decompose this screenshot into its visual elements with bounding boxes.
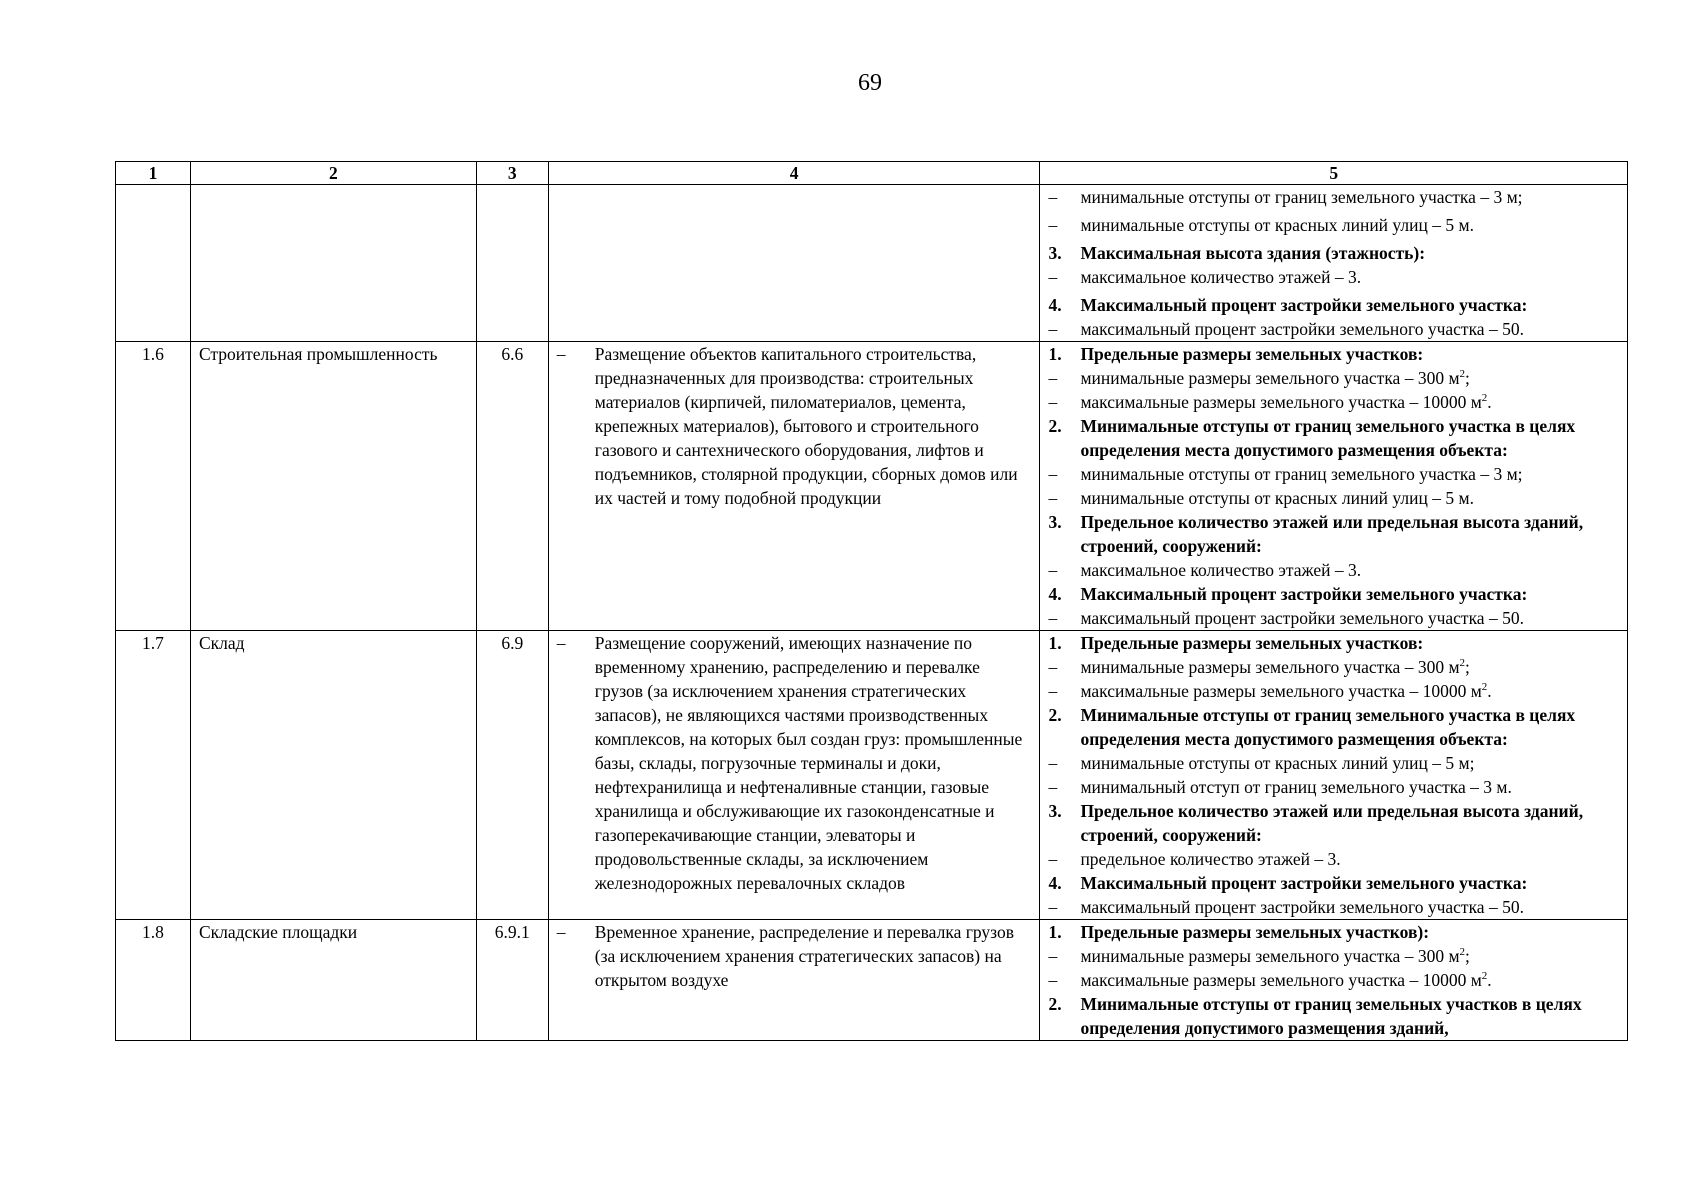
header-cell-3: 3 — [476, 162, 548, 185]
list-marker: 4. — [1048, 295, 1062, 315]
parameter-item — [1048, 968, 1619, 992]
parameter-heading — [1048, 992, 1619, 1040]
parameter-text: минимальные отступы от красных линий улиц – 5 м; — [1080, 753, 1475, 773]
parameter-item — [1048, 317, 1619, 341]
list-marker: – — [1048, 657, 1058, 677]
superscript: 2 — [1459, 368, 1466, 381]
parameter-heading — [1048, 799, 1619, 847]
parameter-heading — [1048, 582, 1619, 606]
table-row — [116, 920, 1628, 1041]
list-marker: 2. — [1048, 994, 1062, 1014]
parameter-text: Максимальная высота здания (этажность): — [1080, 243, 1426, 263]
parameter-item — [1048, 462, 1619, 486]
parameter-text: максимальный процент застройки земельного участка – 50. — [1080, 608, 1524, 628]
parameter-heading — [1048, 510, 1619, 558]
parameter-heading — [1048, 342, 1619, 366]
list-marker: – — [1048, 970, 1058, 990]
parameters-cell — [1040, 631, 1628, 920]
header-row — [116, 162, 1628, 185]
parameter-item — [1048, 558, 1619, 582]
header-cell-4: 4 — [548, 162, 1040, 185]
row-number-cell — [116, 185, 191, 342]
parameter-item — [1048, 775, 1619, 799]
parameter-item — [1048, 655, 1619, 679]
dash-marker: – — [556, 633, 566, 653]
list-marker: – — [1048, 753, 1058, 773]
superscript: 2 — [1481, 392, 1488, 405]
use-code-cell — [476, 185, 548, 342]
list-marker: 1. — [1048, 344, 1062, 364]
parameter-text: минимальные отступы от красных линий улиц – 5 м. — [1080, 488, 1474, 508]
parameter-text: Максимальный процент застройки земельного участка: — [1080, 295, 1528, 315]
parameter-text: минимальные отступы от границ земельного участка – 3 м; — [1080, 187, 1523, 207]
parameter-text: минимальные отступы от красных линий улиц – 5 м. — [1080, 215, 1474, 235]
parameters-cell — [1040, 342, 1628, 631]
description-text: Размещение объектов капитального строительства, предназначенных для производства: строительных материалов (кирпичей, пиломатериалов, цемента, крепежных материалов), бытового и строительного газового и сантехнического оборудования, лифтов и подъемников, столярной продукции, сборных домов или их частей и тому подобной продукции — [594, 344, 1018, 508]
parameter-text: Минимальные отступы от границ земельного участка в целях определения места допустимого размещения объекта: — [1080, 416, 1576, 460]
table-row — [116, 631, 1628, 920]
parameter-text: минимальные размеры земельного участка – 300 $м^2$; — [1080, 946, 1470, 966]
use-code-cell: 6.9.1 — [476, 920, 548, 1041]
list-marker: – — [1048, 849, 1058, 869]
list-marker: – — [1048, 187, 1058, 207]
list-marker: 2. — [1048, 416, 1062, 436]
list-marker: – — [1048, 464, 1058, 484]
parameter-item — [1048, 847, 1619, 871]
use-description-cell — [548, 185, 1040, 342]
parameter-heading — [1048, 871, 1619, 895]
parameter-heading — [1048, 920, 1619, 944]
list-marker: – — [1048, 946, 1058, 966]
parameter-text: минимальные размеры земельного участка – 300 $м^2$; — [1080, 368, 1470, 388]
use-code-cell: 6.9 — [476, 631, 548, 920]
parameter-text: Предельное количество этажей или предельная высота зданий, строений, сооружений: — [1080, 801, 1584, 845]
row-number-cell: 1.6 — [116, 342, 191, 631]
list-marker: – — [1048, 681, 1058, 701]
superscript: 2 — [1459, 946, 1466, 959]
parameter-item — [1048, 606, 1619, 630]
parameter-text: максимальное количество этажей – 3. — [1080, 267, 1362, 287]
superscript: 2 — [1481, 681, 1488, 694]
parameter-text: максимальный процент застройки земельного участка – 50. — [1080, 897, 1524, 917]
list-marker: – — [1048, 488, 1058, 508]
parameter-heading — [1048, 703, 1619, 751]
superscript: 2 — [1481, 970, 1488, 983]
list-marker: 2. — [1048, 705, 1062, 725]
description-text: Временное хранение, распределение и перевалка грузов (за исключением хранения стратегических запасов) на открытом воздухе — [594, 922, 1014, 990]
use-description-cell — [548, 631, 1040, 920]
parameter-item — [1048, 366, 1619, 390]
parameter-item — [1048, 751, 1619, 775]
list-marker: 3. — [1048, 801, 1062, 821]
description-text: Размещение сооружений, имеющих назначение по временному хранению, распределению и перевалке грузов (за исключением хранения стратегических запасов), не являющихся частями производственных комплексов, на которых был создан груз: промышленные базы, склады, погрузочные терминалы и доки, нефтехранилища и нефтеналивные станции, газовые хранилища и обслуживающие их газоконденсатные и газоперекачивающие станции, элеваторы и продовольственные склады, за исключением железнодорожных перевалочных складов — [594, 633, 1023, 893]
parameter-heading — [1048, 414, 1619, 462]
header-cell-2: 2 — [190, 162, 476, 185]
parameter-text: максимальные размеры земельного участка – 10000 $м^2$. — [1080, 681, 1492, 701]
parameter-item — [1048, 679, 1619, 703]
parameter-text: минимальные размеры земельного участка – 300 $м^2$; — [1080, 657, 1470, 677]
parameter-text: Предельные размеры земельных участков: — [1080, 344, 1424, 364]
list-marker: – — [1048, 392, 1058, 412]
parameter-text: Максимальный процент застройки земельного участка: — [1080, 873, 1528, 893]
page-number: 69 — [858, 70, 882, 96]
row-number-cell: 1.7 — [116, 631, 191, 920]
use-name-cell — [190, 185, 476, 342]
description-item — [557, 920, 1032, 992]
parameter-text: Предельные размеры земельных участков): — [1080, 922, 1430, 942]
list-marker: 1. — [1048, 633, 1062, 653]
use-code-cell: 6.6 — [476, 342, 548, 631]
list-marker: 1. — [1048, 922, 1062, 942]
use-name-cell: Склад — [190, 631, 476, 920]
list-marker: 3. — [1048, 243, 1062, 263]
parameter-item — [1048, 895, 1619, 919]
parameter-heading — [1048, 631, 1619, 655]
parameter-text: Предельные размеры земельных участков: — [1080, 633, 1424, 653]
use-description-cell — [548, 920, 1040, 1041]
row-number-cell: 1.8 — [116, 920, 191, 1041]
use-name-cell: Строительная промышленность — [190, 342, 476, 631]
parameter-item — [1048, 944, 1619, 968]
list-marker: – — [1048, 560, 1058, 580]
table-row — [116, 342, 1628, 631]
description-item — [557, 342, 1032, 510]
parameter-text: максимальные размеры земельного участка – 10000 $м^2$. — [1080, 970, 1492, 990]
dash-marker: – — [556, 344, 566, 364]
header-cell-1: 1 — [116, 162, 191, 185]
parameter-text: Минимальные отступы от границ земельного участка в целях определения места допустимого размещения объекта: — [1080, 705, 1576, 749]
parameter-item — [1048, 185, 1619, 209]
list-marker: 4. — [1048, 584, 1062, 604]
parameter-text: максимальное количество этажей – 3. — [1080, 560, 1362, 580]
list-marker: 3. — [1048, 512, 1062, 532]
list-marker: – — [1048, 608, 1058, 628]
description-item — [557, 631, 1032, 895]
parameter-item — [1048, 390, 1619, 414]
list-marker: – — [1048, 215, 1058, 235]
parameter-text: Максимальный процент застройки земельного участка: — [1080, 584, 1528, 604]
parameter-text: максимальные размеры земельного участка – 10000 $м^2$. — [1080, 392, 1492, 412]
parameter-heading — [1048, 241, 1619, 265]
parameter-text: Минимальные отступы от границ земельных участков в целях определения допустимого размещения зданий, — [1080, 994, 1582, 1038]
parameter-text: Предельное количество этажей или предельная высота зданий, строений, сооружений: — [1080, 512, 1584, 556]
parameters-cell — [1040, 185, 1628, 342]
parameter-text: минимальные отступы от границ земельного участка – 3 м; — [1080, 464, 1523, 484]
list-marker: 4. — [1048, 873, 1062, 893]
use-description-cell — [548, 342, 1040, 631]
header-cell-5: 5 — [1040, 162, 1628, 185]
list-marker: – — [1048, 267, 1058, 287]
list-marker: – — [1048, 897, 1058, 917]
list-marker: – — [1048, 368, 1058, 388]
parameter-text: минимальный отступ от границ земельного участка – 3 м. — [1080, 777, 1512, 797]
parameter-item — [1048, 486, 1619, 510]
parameter-item — [1048, 265, 1619, 289]
parameter-item — [1048, 213, 1619, 237]
parameters-cell — [1040, 920, 1628, 1041]
dash-marker: – — [556, 922, 566, 942]
table-row — [116, 185, 1628, 342]
list-marker: – — [1048, 777, 1058, 797]
superscript: 2 — [1459, 657, 1466, 670]
list-marker: – — [1048, 319, 1058, 339]
zoning-table — [115, 161, 1628, 1041]
use-name-cell: Складские площадки — [190, 920, 476, 1041]
parameter-text: предельное количество этажей – 3. — [1080, 849, 1341, 869]
parameter-text: максимальный процент застройки земельного участка – 50. — [1080, 319, 1524, 339]
parameter-heading — [1048, 293, 1619, 317]
